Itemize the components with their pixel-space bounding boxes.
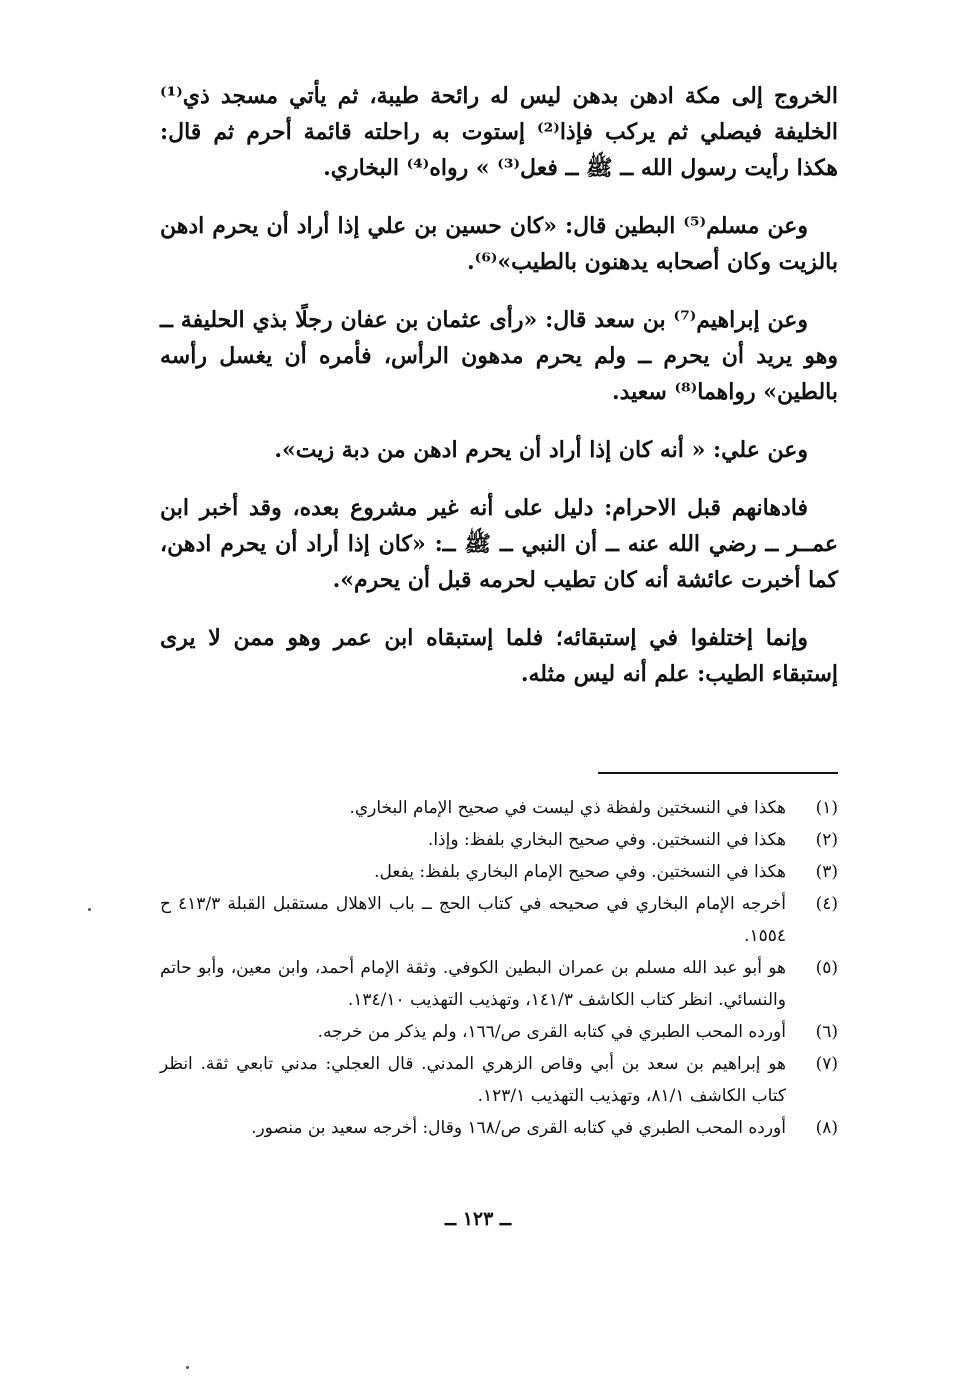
footnote-1: [160, 792, 838, 824]
footnote-separator: [598, 772, 838, 774]
footnote-text: أورده المحب الطبري في كتابه القرى ص/١٦٨ وقال: أخرجه سعيد بن منصور.: [251, 1118, 786, 1138]
paragraph-3: وعن إبراهيم⁽⁷⁾ بن سعد قال: «رأى عثمان بن عفان رجلًا بذي الحليفة ــ وهو يريد أن يحرم ــ ولم يحرم مدهون الرأس، فأمره أن يغسل رأسه بالطين» رواهما⁽⁸⁾ سعيد.: [160, 307, 838, 405]
footnote-text: أخرجه الإمام البخاري في صحيحه في كتاب الحج ــ باب الاهلال مستقبل القبلة ٤١٣/٣ ح ١٥٥٤.: [160, 894, 786, 946]
page-number: ــ ١٢٣ ــ: [444, 1208, 512, 1230]
footnote-text: هكذا في النسختين. وفي صحيح الإمام البخاري بلفظ: يفعل.: [374, 862, 786, 882]
footnote-number: (٢): [815, 830, 838, 850]
footnote-number: (٤): [815, 894, 838, 914]
paragraph-6: وإنما إختلفوا في إستبقائه؛ فلما إستبقاه ابن عمر وهو ممن لا يرى إستبقاء الطيب: علم أنه ليس مثله.: [160, 625, 838, 687]
paragraph-1: الخروج إلى مكة ادهن بدهن ليس له رائحة طيبة، ثم يأتي مسجد ذي⁽¹⁾ الخليفة فيصلي ثم يركب فإذا⁽²⁾ إستوت به راحلته قائمة أحرم ثم قال: هكذا رأيت رسول الله ــ ﷺ ــ فعل⁽³⁾ » رواه⁽⁴⁾ البخاري.: [160, 83, 838, 181]
footnote-number: (٦): [815, 1022, 838, 1042]
footnotes: [160, 792, 838, 1144]
footnote-3: [160, 856, 838, 888]
scan-speck: [88, 908, 91, 911]
footnote-number: (١): [815, 798, 838, 818]
footnote-text: هو أبو عبد الله مسلم بن عمران البطين الكوفي. وثقة الإمام أحمد، وابن معين، وأبو حاتم والنسائي. انظر كتاب الكاشف ١٤١/٣، وتهذيب التهذيب ١٣٤/١٠.: [160, 958, 786, 1010]
footnote-text: هو إبراهيم بن سعد بن أبي وقاص الزهري المدني. قال العجلي: مدني تابعي ثقة. انظر كتاب الكاشف ٨١/١، وتهذيب التهذيب ١٢٣/١.: [160, 1054, 786, 1106]
footnote-number: (٣): [815, 862, 838, 882]
paragraph-5: فادهانهم قبل الاحرام: دليل على أنه غير مشروع بعده، وقد أخبر ابن عمــر ــ رضي الله عنه ــ أن النبي ــ ﷺ ــ: «كان إذا أراد أن يحرم ادهن، كما أخبرت عائشة أنه كان تطيب لحرمه قبل أن يحرم».: [160, 495, 838, 593]
footnote-text: هكذا في النسختين ولفظة ذي ليست في صحيح الإمام البخاري.: [349, 798, 786, 818]
footnote-number: (٨): [815, 1118, 838, 1138]
main-text: [160, 78, 838, 714]
footnote-4: [160, 888, 838, 952]
footnote-8: [160, 1112, 838, 1144]
footnote-2: [160, 824, 838, 856]
footnote-5: [160, 952, 838, 1016]
paragraph-2: وعن مسلم⁽⁵⁾ البطين قال: «كان حسين بن علي إذا أراد أن يحرم ادهن بالزيت وكان أصحابه يدهنون بالطيب»⁽⁶⁾.: [160, 213, 838, 275]
paragraph-4: وعن علي: « أنه كان إذا أراد أن يحرم ادهن من دبة زيت».: [274, 437, 808, 463]
scan-speck: [186, 1366, 189, 1369]
footnote-text: هكذا في النسختين. وفي صحيح البخاري بلفظ: وإذا.: [427, 830, 786, 850]
footnote-6: [160, 1016, 838, 1048]
footnote-7: [160, 1048, 838, 1112]
footnote-text: أورده المحب الطبري في كتابه القرى ص/١٦٦، ولم يذكر من خرجه.: [317, 1022, 786, 1042]
footnote-number: (٧): [815, 1054, 838, 1074]
footnote-number: (٥): [815, 958, 838, 978]
